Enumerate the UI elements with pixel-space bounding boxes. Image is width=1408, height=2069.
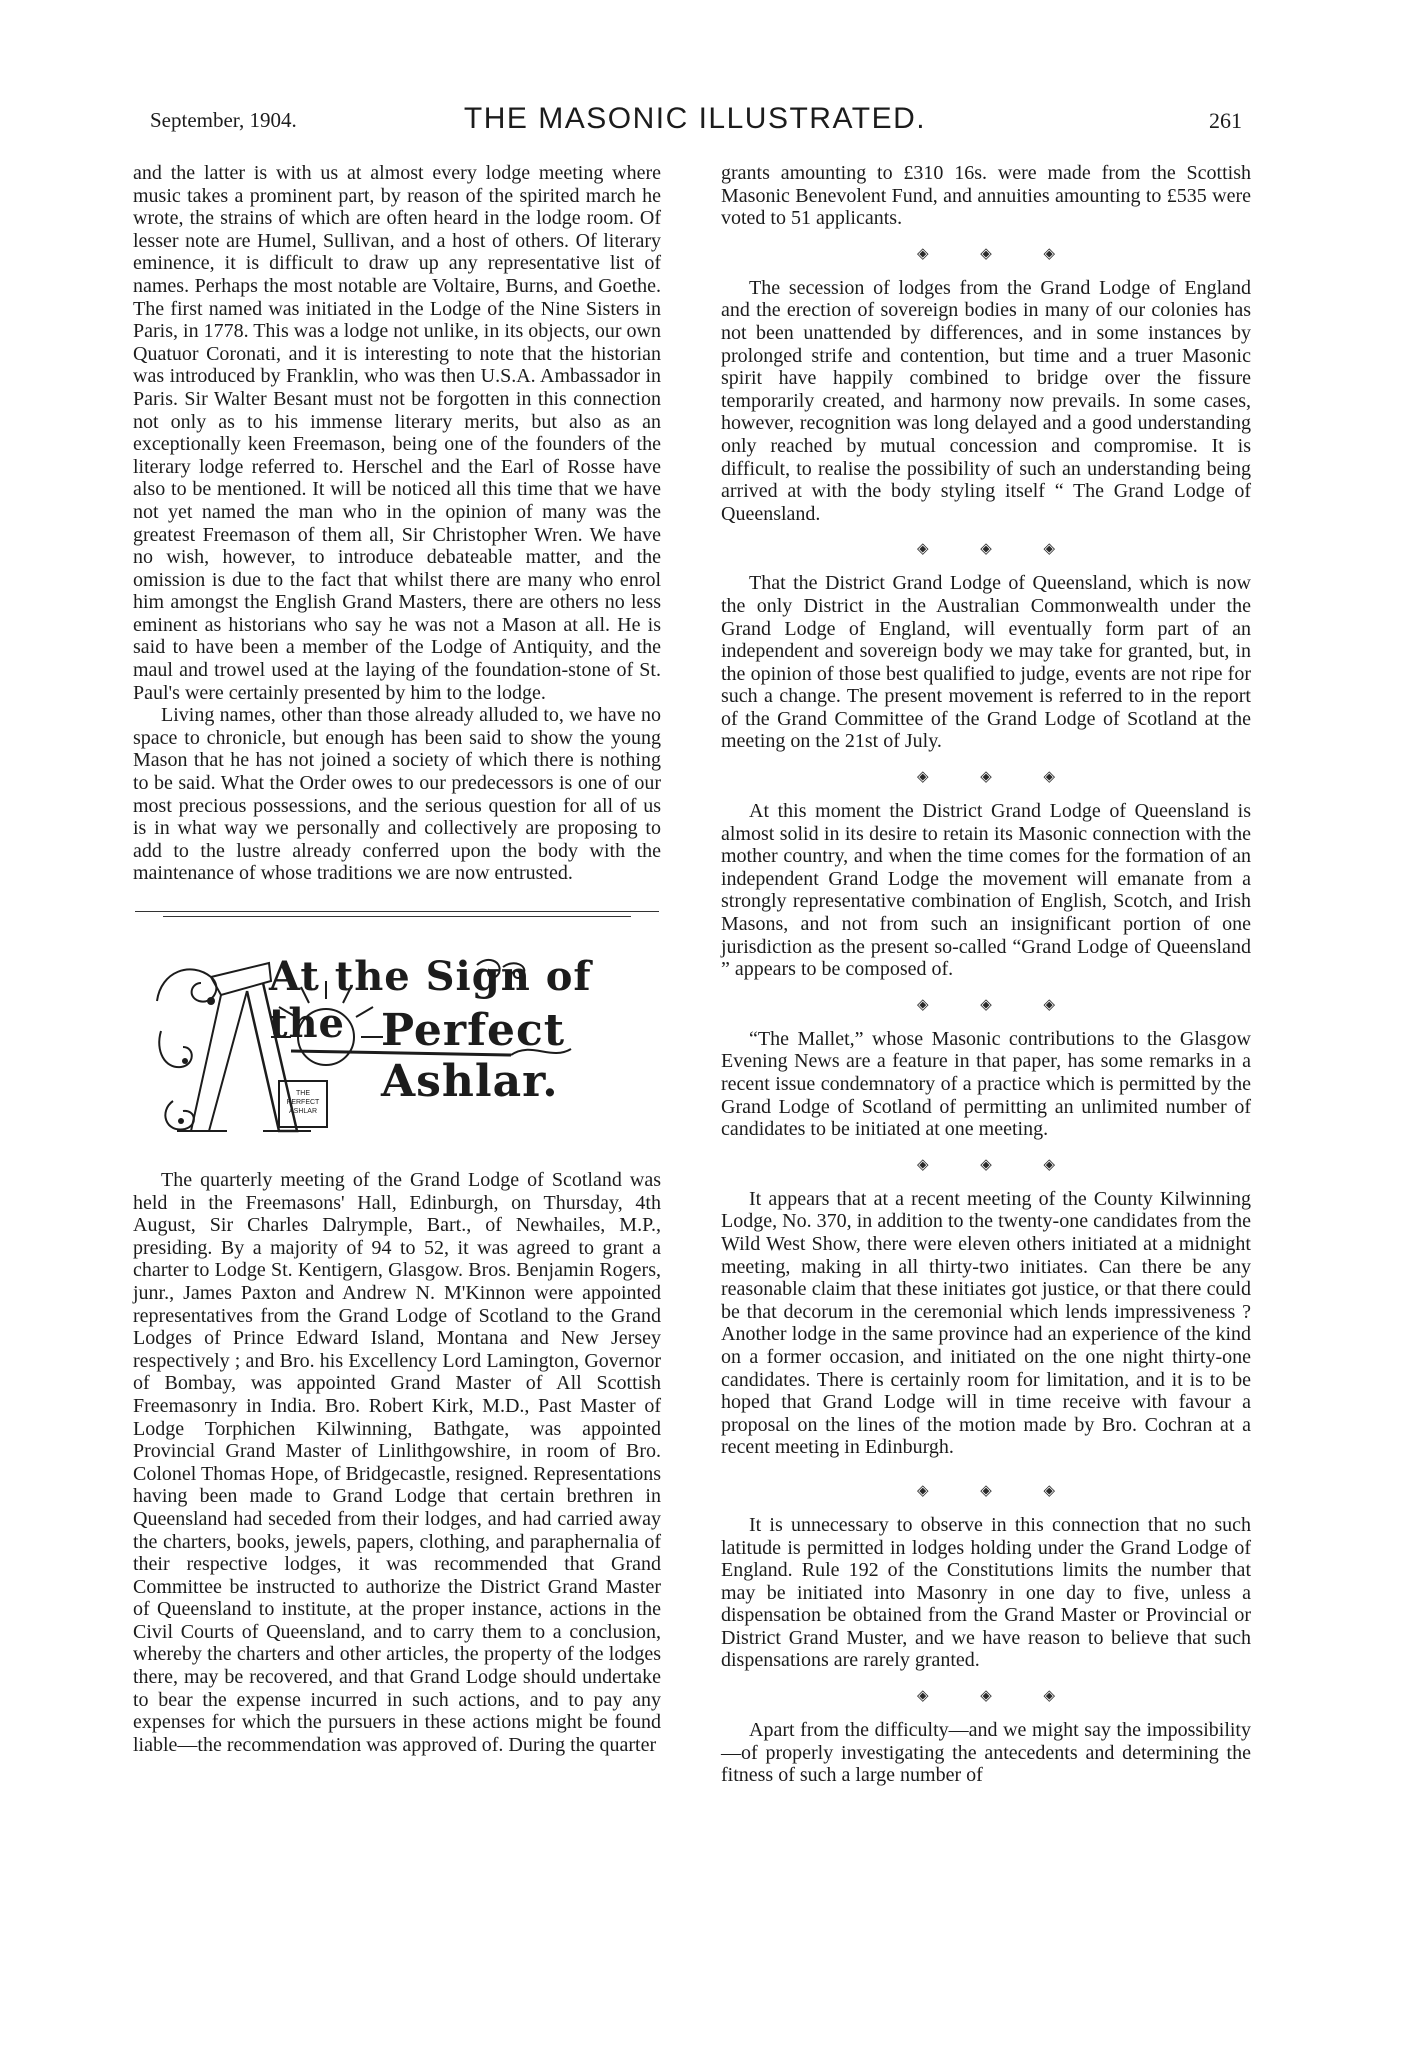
section-heading-ornament — [151, 951, 651, 1141]
page-number: 261 — [1209, 108, 1242, 133]
paragraph: Living names, other than those already alluded to, we have no space to chronicle, but enough has been said to show the young Mason that he has not joined a society of which there is nothing to be said. What the Order owes to our predecessors is one of our most precious possessions, and the serious question for all of us is in what way we personally and collectively are proposing to add to the lustre already conferred upon the body with the maintenance of whose traditions we are now entrusted. — [133, 704, 661, 885]
paragraph: grants amounting to £310 16s. were made from the Scottish Masonic Benevolent Fund, and annuities amounting to £535 were voted to 51 applicants. — [721, 162, 1251, 230]
right-column — [721, 162, 1251, 1787]
left-column — [133, 162, 661, 1756]
paragraph: It is unnecessary to observe in this connection that no such latitude is permitted in lodges holding under the Grand Lodge of England. Rule 192 of the Constitutions limits the number that may be initiated into Masonry in one day to five, unless a dispensation be obtained from the Grand Master or Provincial or District Grand Muster, and we have reason to believe that such dispensations are rarely granted. — [721, 1513, 1251, 1672]
paragraph: That the District Grand Lodge of Queensland, which is now the only District in the Australian Commonwealth under the Grand Lodge of England, will eventually form part of an independent and sovereign body we may take for granted, but, in the opinion of those best qualified to judge, events are not ripe for such a change. The present movement is referred to in the report of the Grand Committee of the Grand Lodge of Scotland at the meeting on the 21st of July. — [721, 572, 1251, 753]
paragraph: It appears that at a recent meeting of the County Kilwinning Lodge, No. 370, in addition to the twenty-one candidates from the Wild West Show, there were eleven others initiated at a midnight meeting, making in all thirty-two initiates. Can there be any reasonable claim that these initiates got justice, or that there could be that decorum in the ceremonial which lends impressiveness ? Another lodge in the same province had an experience of the kind on a former occasion, and initiated on the one night thirty-one candidates. There is certainly room for limitation, and it is to be hoped that Grand Lodge will in time receive with favour a proposal on the lines of the motion made by Bro. Cochran at a recent meeting in Edinburgh. — [721, 1187, 1251, 1459]
section-separator: ◈ ◈ ◈ — [916, 1156, 1080, 1173]
heading-line-2: Perfect Ashlar. — [381, 1005, 566, 1107]
paragraph: The secession of lodges from the Grand Lodge of England and the erection of sovereign bodies in many of our colonies has not been unattended by differences, and in some instances by prolonged strife and contention, but time and a truer Masonic spirit have happily combined to bridge over the fissure temporarily created, and harmony now prevails. In some cases, however, recognition was long delayed and a good understanding only reached by mutual concession and compromise. It is difficult, to realise the possibility of such an understanding being arrived at with the body styling itself “ The Grand Lodge of Queensland. — [721, 276, 1251, 525]
paragraph: The quarterly meeting of the Grand Lodge of Scotland was held in the Freemasons' Hall, Edinburgh, on Thursday, 4th August, Sir Charles Dalrymple, Bart., of Newhailes, M.P., presiding. By a majority of 94 to 52, it was agreed to grant a charter to Lodge St. Kentigern, Glasgow. Bros. Benjamin Rogers, junr., James Paxton and Andrew N. M'Kinnon were appointed representatives from the Grand Lodge of Scotland to the Grand Lodges of Prince Edward Island, Montana and New Jersey respectively ; and Bro. his Excellency Lord Lamington, Governor of Bombay, was appointed Grand Master of All Scottish Freemasonry in India. Bro. Robert Kirk, M.D., Past Master of Lodge Torphichen Kilwinning, Bathgate, was appointed Provincial Grand Master of Linlithgowshire, in room of Bro. Colonel Thomas Hope, of Bridgecastle, resigned. Representations having been made to Grand Lodge that certain brethren in Queensland had seceded from their lodges, and had carried away the charters, books, jewels, papers, clothing, and paraphernalia of their respective lodges, it was recommended that Grand Committee be instructed to authorize the District Grand Master of Queensland to institute, at the proper instance, actions in the Civil Courts of Queensland, and to carry them to a conclusion, whereby the charters and other articles, the property of the lodges there, may be recovered, and that Grand Lodge should undertake to bear the expense incurred in such actions, and to pay any expenses for which the pursuers in these actions might be found liable—the recommendation was approved of. During the quarter — [133, 1169, 661, 1756]
section-separator: ◈ ◈ ◈ — [916, 1688, 1080, 1705]
heading-line-1: At the Sign of the — [269, 953, 592, 1047]
section-separator: ◈ ◈ ◈ — [916, 245, 1080, 262]
section-separator: ◈ ◈ ◈ — [916, 996, 1080, 1013]
section-separator: ◈ ◈ ◈ — [916, 1482, 1080, 1499]
running-header — [150, 102, 1240, 138]
section-separator: ◈ ◈ ◈ — [916, 541, 1080, 558]
header-date: September, 1904. — [150, 108, 297, 132]
paragraph: At this moment the District Grand Lodge of Queensland is almost solid in its desire to retain its Masonic connection with the mother country, and when the time comes for the formation of an independent Grand Lodge the movement will emanate from a strongly representative combination of English, Scotch, and Irish Masons, and not from such an insignificant portion of one jurisdiction as the present so-called “Grand Lodge of Queensland ” appears to be composed of. — [721, 800, 1251, 981]
section-separator: ◈ ◈ ◈ — [916, 769, 1080, 786]
divider-rule — [163, 916, 631, 917]
header-title: THE MASONIC ILLUSTRATED. — [463, 102, 927, 135]
paragraph: Apart from the difficulty—and we might say the impossibility—of properly investigating the antecedents and determining the fitness of such a large number of — [721, 1719, 1251, 1787]
paragraph: and the latter is with us at almost every lodge meeting where music takes a prominent part, by reason of the spirited march he wrote, the strains of which are often heard in the lodge room. Of lesser note are Humel, Sullivan, and a host of others. Of literary eminence, it is difficult to draw up any representative list of names. Perhaps the most notable are Voltaire, Burns, and Goethe. The first named was initiated in the Lodge of the Nine Sisters in Paris, in 1778. This was a lodge not unlike, in its objects, our own Quatuor Coronati, and it is interesting to note that the historian was introduced by Franklin, who was then U.S.A. Ambassador in Paris. Sir Walter Besant must not be forgotten in this connection not only as to his immense literary merits, but also as an exceptionally keen Freemason, being one of the founders of the literary lodge referred to. Herschel and the Earl of Rosse have also to be mentioned. It will be noticed all this time that we have not yet named the man who in the opinion of many was the greatest Freemason of them all, Sir Christopher Wren. We have no wish, however, to introduce debateable matter, and the omission is due to the fact that whilst there are many who enrol him amongst the English Grand Masters, there are others no less eminent as historians who say he was not a Mason at all. He is said to have been a member of the Lodge of Antiquity, and the maul and trowel used at the laying of the foundation-stone of St. Paul's were certainly presented by him to the lodge. — [133, 162, 661, 704]
ashlar-box-label: THE PERFECT ASHLAR — [286, 1090, 320, 1115]
paragraph: “The Mallet,” whose Masonic contributions to the Glasgow Evening News are a feature in that paper, has some remarks in a recent issue condemnatory of a practice which is permitted by the Grand Lodge of Scotland of permitting an unlimited number of candidates to be initiated at one meeting. — [721, 1027, 1251, 1141]
